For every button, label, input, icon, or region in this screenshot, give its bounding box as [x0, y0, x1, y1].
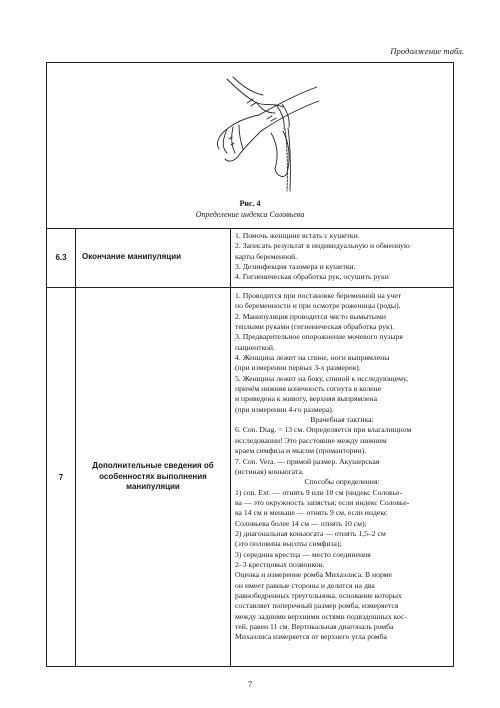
description-line: 2. Записать результат в индивидуальную и обменную: [235, 241, 410, 251]
description-line: теплыми руками (гигиеническая обработка рук).: [235, 322, 395, 332]
procedure-table: [46, 62, 454, 667]
figure-row: [47, 63, 453, 229]
description-line: ва — это окружность запястья; если индекс Соловье-: [235, 497, 410, 507]
description-line: 2–3 крестцовых позвонков.: [235, 559, 325, 569]
description-line: исследовании! Это расстояние между нижним: [235, 435, 387, 445]
description-line: 3) середина крестца — место соединения: [235, 549, 371, 559]
description-line: по беременности и при осмотре роженицы (роды).: [235, 301, 401, 311]
description-line: Соловьева более 14 см — отнять 10 см);: [235, 518, 367, 528]
description-line: ва 14 см и меньше — отнять 9 см, если индекс: [235, 508, 388, 518]
description-line: 2. Манипуляция проводится чисто вымытыми: [235, 311, 386, 321]
figure-number: Рис. 4: [239, 199, 261, 208]
description-line: (при измерении 4-го размера).: [235, 404, 334, 414]
description-line: тей, равен 11 см. Вертикальная диагональ ромба: [235, 622, 394, 631]
row-title: Окончание манипуляции: [76, 228, 231, 287]
description-line: и приведена к животу, верхняя выпрямлена: [235, 394, 378, 404]
row-description: [231, 228, 453, 287]
description-line: между задними верхними остями подвздошных кос-: [235, 611, 407, 621]
description-line: 6. Con. Diag. = 13 см. Определяется при влагалищном: [235, 425, 412, 435]
description-line: краем симфиза и мысом (промантории).: [235, 446, 367, 456]
description-line: равнобедренных треугольника, основание которых: [235, 590, 402, 600]
description-line: 1. Помочь женщине встать с кушетки.: [235, 231, 360, 240]
description-line: карты беременной.: [235, 251, 298, 261]
description-line: (истиная) коньюгата.: [235, 466, 304, 476]
description-line: (это половина высоты симфиза);: [235, 539, 342, 549]
description-line: 5. Женщина лежит на боку, спиной к исследующему,: [235, 373, 408, 383]
description-line: Михаэлиса измеряется от верхнего угла ромба: [235, 632, 387, 642]
description-line: 1) con. Ext. — отнять 9 или 10 см (индекс Соловье-: [235, 487, 403, 497]
figure-title: Определение индекса Соловьева: [195, 210, 305, 219]
description-line: Врачебная тактика:: [310, 415, 374, 425]
description-line: пациенткой.: [235, 342, 275, 352]
description-line: 3. Дезинфекция тазомера и кушетки.: [235, 262, 356, 272]
table-row-7: [47, 288, 453, 666]
row-description: [231, 288, 453, 666]
description-line: причём нижняя конечность согнута в колене: [235, 384, 382, 394]
row-number: 7: [47, 288, 76, 666]
description-line: 3. Предварительное опорожнение мочевого пузыря: [235, 332, 403, 342]
description-line: 2) диагональная коньюгата — отнять 1,5–2 см: [235, 528, 386, 538]
table-row-6-3: [47, 228, 453, 288]
continuation-label: Продолжение табл.: [390, 46, 464, 56]
description-line: 4. Гигиеническая обработка рук, осушить руки: [235, 272, 389, 282]
description-line: 1. Проводится при постановке беременной на учет: [235, 291, 402, 300]
row-number: 6.3: [47, 228, 76, 287]
description-line: Способы определения:: [304, 477, 380, 487]
wrist-measurement-illustration: [187, 73, 322, 195]
description-line: составляет поперечный размер ромба, измеряется: [235, 601, 399, 611]
page-number: 7: [247, 679, 253, 689]
description-line: 7. Con. Vera. — прямой размер. Акушерская: [235, 456, 380, 466]
row-title: Дополнительные сведения об особенностях выполнения манипуляции: [76, 288, 231, 666]
description-line: Оценка и измерение ромба Михаэлиса. В норме: [235, 570, 392, 580]
description-line: он имеет равные стороны и делится на два: [235, 580, 375, 590]
description-line: (при измерении первых 3-х размеров).: [235, 363, 361, 373]
description-line: 4. Женщина лежит на спине, ноги выпрямлены: [235, 353, 390, 363]
